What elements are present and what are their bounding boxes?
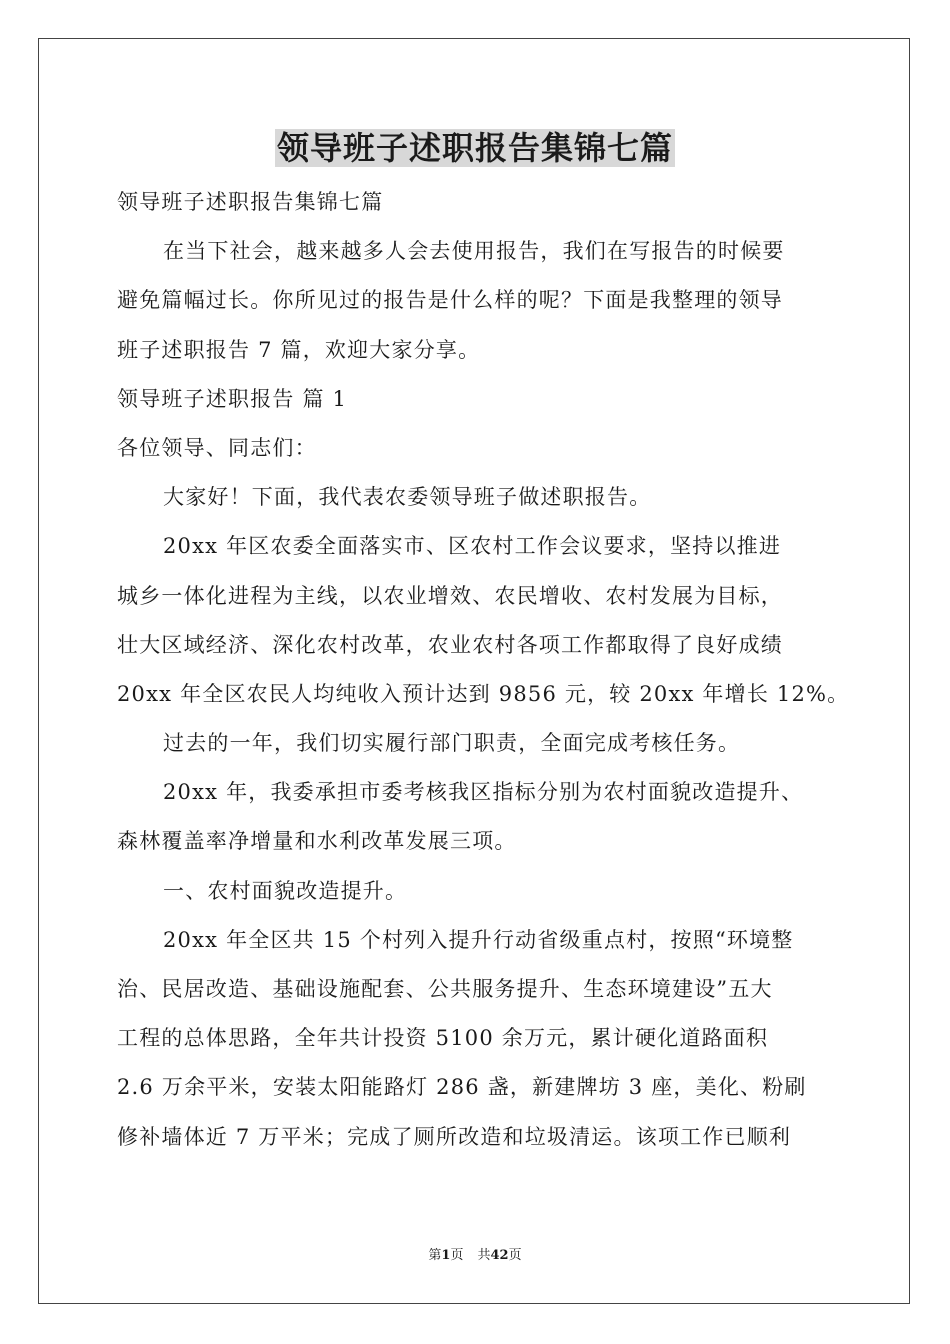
page-suffix: 页 [450,1248,464,1263]
body-line: 在当下社会，越来越多人会去使用报告，我们在写报告的时候要 [163,239,785,264]
salutation: 各位领导、同志们： [117,435,317,460]
body-line: 过去的一年，我们切实履行部门职责，全面完成考核任务。 [163,731,741,756]
section-heading: 领导班子述职报告 篇 1 [117,386,348,411]
page-number: 1 [441,1248,451,1263]
body-line: 城乡一体化进程为主线，以农业增效、农民增收、农村发展为目标， [117,583,783,608]
body-line: 2.6 万余平米，安装太阳能路灯 286 盏，新建牌坊 3 座，美化、粉刷 [117,1075,807,1100]
document-title [0,126,950,170]
page-prefix: 第 [428,1248,442,1263]
body-line: 领导班子述职报告集锦七篇 [117,190,384,214]
body-line: 壮大区域经济、深化农村改革，农业农村各项工作都取得了良好成绩 [117,632,783,657]
document-body [117,178,850,1162]
subsection-heading: 一、农村面貌改造提升。 [163,878,408,903]
body-line: 20xx 年全区共 15 个村列入提升行动省级重点村，按照“环境整 [163,927,794,952]
total-pages: 42 [490,1248,509,1263]
total-prefix: 共 [477,1248,491,1263]
body-line: 20xx 年全区农民人均纯收入预计达到 9856 元，较 20xx 年增长 12%。 [117,681,850,706]
body-line: 治、民居改造、基础设施配套、公共服务提升、生态环境建设”五大 [117,977,773,1001]
body-line: 20xx 年，我委承担市委考核我区指标分别为农村面貌改造提升、 [163,780,804,805]
body-line: 修补墙体近 7 万平米；完成了厕所改造和垃圾清运。该项工作已顺利 [117,1124,792,1149]
page-footer [0,1246,950,1266]
body-line: 工程的总体思路，全年共计投资 5100 余万元，累计硬化道路面积 [117,1026,769,1051]
body-line: 大家好！下面，我代表农委领导班子做述职报告。 [163,485,652,510]
body-line: 避免篇幅过长。你所见过的报告是什么样的呢？下面是我整理的领导 [117,288,783,313]
document-title-text: 领导班子述职报告集锦七篇 [276,129,673,167]
body-line: 森林覆盖率净增量和水利改革发展三项。 [117,829,517,854]
total-suffix: 页 [508,1248,522,1263]
body-line: 班子述职报告 7 篇，欢迎大家分享。 [117,337,481,362]
body-line: 20xx 年区农委全面落实市、区农村工作会议要求，坚持以推进 [163,534,782,559]
